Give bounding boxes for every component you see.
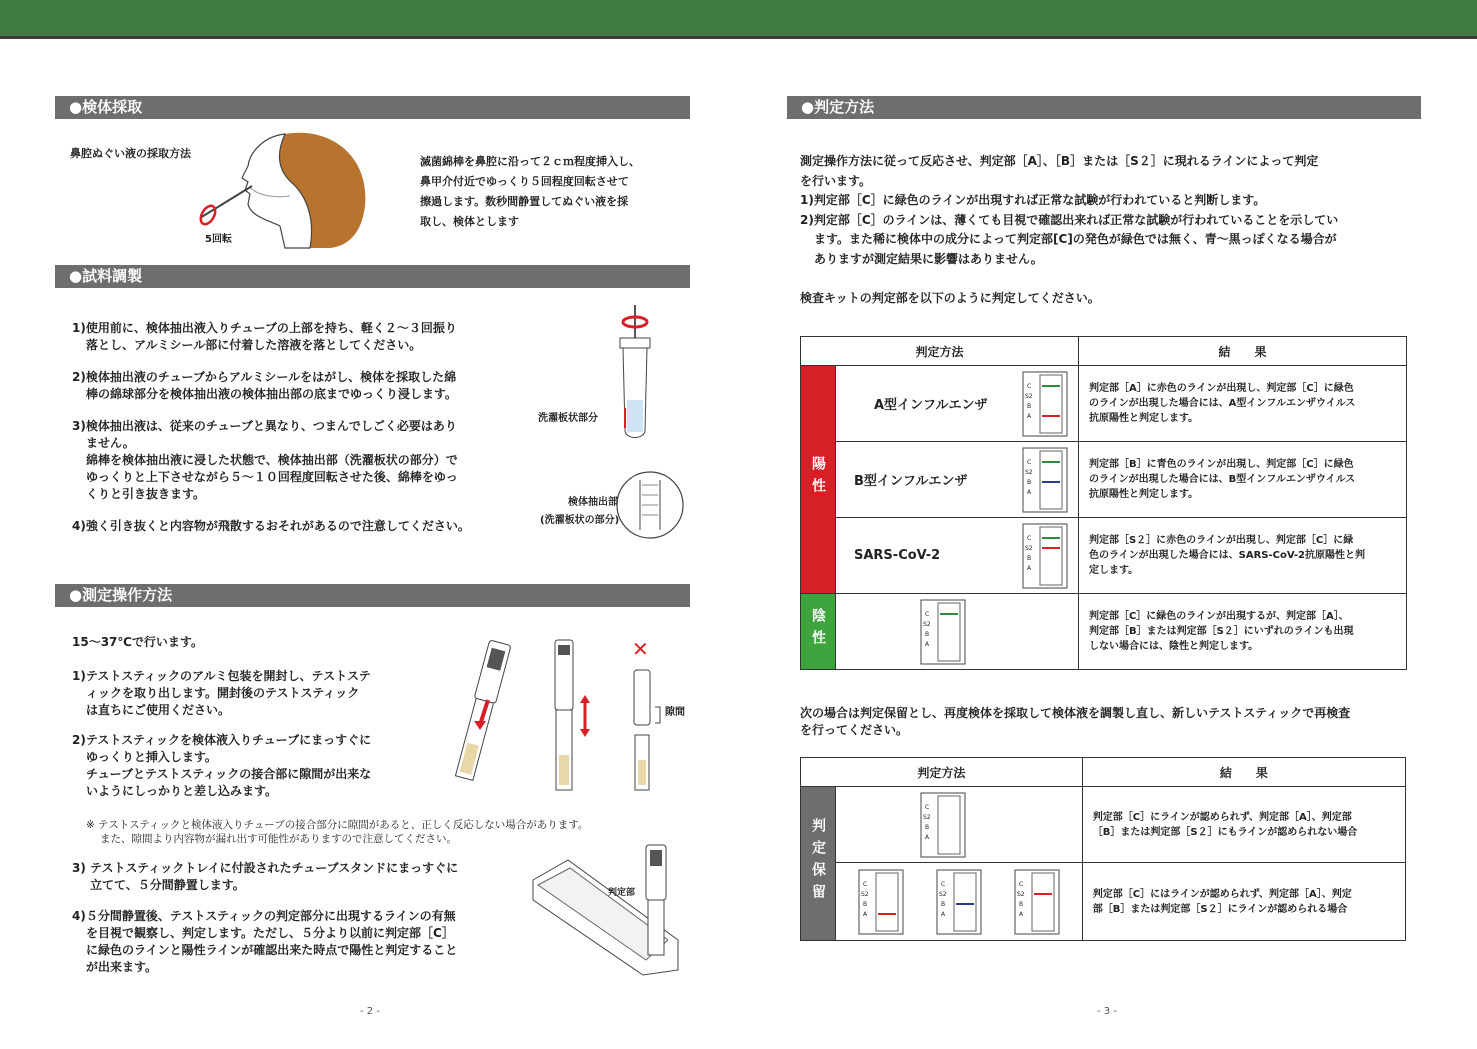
op-line: を目視で観察し、判定します。ただし、５分より以前に判定部［C］ [86, 926, 454, 940]
op-line: 2)テストスティックを検体液入りチューブにまっすぐに [72, 733, 372, 747]
swab-line: 擦過します。数秒間静置してぬぐい液を採 [420, 195, 629, 208]
intro-line: を行います。 [800, 173, 872, 188]
judgement-table [800, 336, 1407, 670]
method-label: SARS-CoV-2 [854, 548, 941, 563]
prep-line: 落とし、アルミシール部に付着した溶液を落としてください。 [86, 338, 422, 352]
result-line: 抗原陽性と判定します。 [1088, 413, 1199, 424]
method-cell [836, 442, 1079, 518]
table-row [801, 442, 1407, 518]
prep-line: 4)強く引き抜くと内容物が飛散するおそれがあるので注意してください。 [72, 519, 470, 533]
judgement-intro [800, 152, 1420, 269]
table-row [801, 787, 1406, 863]
prep-line: 3)検体抽出液は、従来のチューブと異なり、つまんでしごく必要はあり [72, 419, 457, 433]
page-number-left: - 2 - [360, 1006, 380, 1017]
method-label: B型インフルエンザ [854, 474, 968, 489]
hold-line: を行ってください。 [800, 723, 909, 737]
svg-text:A: A [1018, 910, 1023, 918]
op-line: チューブとテストスティックの接合部に隙間が出来な [86, 767, 372, 781]
method-label: A型インフルエンザ [874, 398, 988, 413]
operation-steps [72, 668, 422, 800]
extraction-label: 検体抽出部 [568, 497, 618, 508]
hold-line: 次の場合は判定保留とし、再度検体を採取して検体液を調製し直し、新しいテストスティックで再検査 [800, 706, 1351, 720]
result-cell [1078, 518, 1406, 594]
op-line: 4)５分間静置後、テストスティックの判定部分に出現するラインの有無 [72, 909, 456, 923]
svg-text:B: B [925, 823, 930, 831]
svg-text:C: C [925, 803, 930, 811]
result-line: のラインが出現した場合には、A型インフルエンザウイルス [1088, 398, 1356, 409]
op-line: に緑色のラインと陽性ラインが確認出来た時点で陽性と判定すること [86, 943, 458, 957]
hold-label: 判定保留 [810, 817, 826, 906]
negative-label: 陰性 [810, 607, 826, 652]
svg-text:A: A [925, 640, 930, 648]
op-line: 1)テストスティックのアルミ包装を開封し、テストステ [72, 669, 371, 683]
header-method: 判定方法 [801, 758, 1083, 787]
prep-line: くりと引き抜きます。 [86, 487, 206, 501]
result-line: 色のラインが出現した場合には、SARS-CoV-2抗原陽性と判 [1088, 550, 1365, 561]
svg-text:S2: S2 [923, 620, 931, 628]
prep-line: 綿棒を検体抽出液に浸した状態で、検体抽出部（洗濯板状の部分）で [86, 453, 458, 467]
header-result: 結 果 [1078, 337, 1406, 366]
svg-text:C: C [1026, 382, 1032, 390]
result-line: 部［B］または判定部［S２］にラインが認められる場合 [1092, 903, 1348, 915]
incorrect-mark: ✕ [632, 637, 649, 661]
result-cell [1082, 787, 1405, 863]
svg-text:S2: S2 [938, 890, 947, 898]
result-cell [1078, 366, 1406, 442]
svg-text:C: C [1018, 880, 1023, 888]
op-line: 3) テストスティックトレイに付設されたチューブスタンドにまっすぐに [72, 861, 459, 875]
result-line: 判定部［C］にラインが認められず、判定部［A］、判定部 [1092, 811, 1352, 823]
prep-step-2 [72, 369, 522, 403]
test-strip-icon [1022, 523, 1068, 589]
prep-step-3 [72, 418, 522, 503]
prep-line: 棒の綿球部分を検体抽出液の検体抽出部の底までゆっくり浸します。 [86, 387, 457, 401]
op-line: は直ちにご使用ください。 [86, 703, 231, 717]
result-cell [1082, 863, 1405, 941]
note-line: また、隙間より内容物が漏れ出す可能性がありますので注意してください。 [100, 833, 457, 845]
hold-label-cell [801, 787, 836, 941]
svg-text:C: C [1026, 534, 1032, 542]
op-line: ゆっくりと挿入します。 [86, 750, 217, 764]
gap-label: 隙間 [665, 707, 685, 718]
prep-line: ゆっくりと上下させながら５～１０回程度回転させた後、綿棒をゆっ [86, 470, 458, 484]
test-strip-icon [936, 869, 982, 935]
method-cell [836, 863, 1083, 941]
top-bar [0, 0, 1477, 39]
result-line: 判定部［B］または判定部［S２］にいずれのラインも出現 [1088, 626, 1354, 637]
rotation-label: 5回転 [205, 234, 232, 245]
extraction-sub-label: (洗濯板状の部分) [540, 515, 620, 526]
extraction-tube-illustration [605, 300, 690, 550]
svg-text:S2: S2 [1024, 468, 1033, 476]
section-title-sample-collection: ●検体採取 [55, 96, 690, 119]
swab-line: 鼻甲介付近でゆっくり５回程度回転させて [420, 175, 629, 188]
prep-step-1 [72, 320, 522, 354]
swab-method-label: 鼻腔ぬぐい液の採取方法 [70, 147, 191, 160]
intro-line: 測定操作方法に従って反応させ、判定部［A］、［B］または［S２］に現れるラインによって判定 [800, 154, 1319, 168]
intro-line: ありますが測定結果に影響はありません。 [814, 251, 1043, 266]
result-line: しない場合には、陰性と判定します。 [1088, 641, 1259, 652]
test-stick-insertion-illustration [430, 635, 690, 795]
svg-text:C: C [925, 610, 930, 618]
op-line: いようにしっかりと差し込みます。 [86, 784, 278, 798]
prep-step-4 [72, 518, 522, 535]
svg-text:B: B [940, 900, 945, 908]
result-line: 判定部［C］に緑色のラインが出現するが、判定部［A］、 [1088, 611, 1349, 622]
result-line: 抗原陽性と判定します。 [1088, 489, 1199, 500]
hold-instruction [800, 705, 1420, 739]
temperature-text: 15～37℃で行います。 [72, 635, 203, 649]
svg-text:B: B [862, 900, 868, 908]
section-title-sample-prep: ●試料調製 [55, 265, 690, 288]
section-title-judgement: ●判定方法 [787, 96, 1421, 119]
result-line: ［B］または判定部［S２］にもラインが認められない場合 [1092, 826, 1358, 838]
result-cell [1078, 442, 1406, 518]
test-strip-icon [1014, 869, 1060, 935]
prep-steps [72, 320, 522, 535]
table-row [801, 366, 1407, 442]
svg-text:C: C [862, 880, 868, 888]
svg-text:B: B [1026, 554, 1032, 562]
op-line: ィックを取り出します。開封後のテストスティック [86, 686, 360, 700]
method-cell [836, 787, 1083, 863]
op-step-4 [72, 908, 522, 976]
prep-line: 1)使用前に、検体抽出液入りチューブの上部を持ち、軽く２～３回振り [72, 321, 457, 335]
svg-text:B: B [925, 630, 930, 638]
svg-text:A: A [862, 910, 868, 918]
op-line: 立てて、５分間静置します。 [90, 878, 245, 892]
method-cell [836, 366, 1079, 442]
test-stick-tray-illustration [528, 840, 688, 980]
svg-text:B: B [1018, 900, 1023, 908]
prep-line: ません。 [86, 436, 135, 450]
result-cell [1078, 594, 1406, 670]
svg-text:A: A [925, 833, 930, 841]
prep-line: 2)検体抽出液のチューブからアルミシールをはがし、検体を採取した綿 [72, 370, 457, 384]
header-method: 判定方法 [801, 337, 1079, 366]
op-step-2 [72, 732, 422, 800]
washboard-label: 洗濯板状部分 [538, 413, 598, 424]
svg-text:A: A [1026, 564, 1032, 572]
svg-text:B: B [1026, 402, 1032, 410]
svg-text:S2: S2 [923, 813, 931, 821]
swab-line: 取し、検体とします [420, 215, 519, 228]
svg-text:S2: S2 [1024, 392, 1033, 400]
judge-part-label: 判定部 [608, 888, 636, 898]
kit-instruction: 検査キットの判定部を以下のように判定してください。 [800, 291, 1100, 305]
intro-line: ます。また稀に検体中の成分によって判定部[C]の発色が緑色では無く、青～黒っぽくなる場合が [814, 232, 1337, 246]
negative-label-cell [801, 594, 836, 670]
result-line: 判定部［S２］に赤色のラインが出現し、判定部［C］に緑 [1088, 535, 1354, 546]
header-result: 結 果 [1082, 758, 1405, 787]
hold-table [800, 757, 1406, 941]
result-line: のラインが出現した場合には、B型インフルエンザウイルス [1088, 474, 1356, 485]
note-line: ※ テストスティックと検体液入りチューブの接合部分に隙間があると、正しく反応しない場合があります。 [86, 819, 589, 831]
table-row [801, 863, 1406, 941]
test-strip-icon [920, 599, 966, 665]
method-cell [836, 518, 1079, 594]
swab-instructions [420, 152, 640, 232]
intro-line: 2)判定部［C］のラインは、薄くても目視で確認出来れば正常な試験が行われていることを示してい [800, 212, 1339, 227]
op-line: が出来ます。 [86, 960, 158, 974]
intro-line: 1)判定部［C］に緑色のラインが出現すれば正常な試験が行われていると判断します。 [800, 193, 1266, 207]
swab-line: 滅菌綿棒を鼻腔に沿って２ｃｍ程度挿入し、 [420, 155, 640, 168]
svg-text:C: C [1026, 458, 1032, 466]
table-row [801, 594, 1407, 670]
test-strip-icon [920, 792, 966, 858]
svg-text:B: B [1026, 478, 1032, 486]
svg-text:C: C [940, 880, 946, 888]
svg-text:A: A [1026, 488, 1032, 496]
positive-label-cell [801, 366, 836, 594]
op-step-1 [72, 668, 422, 719]
result-line: 判定部［B］に青色のラインが出現し、判定部［C］に緑色 [1088, 459, 1354, 470]
svg-text:S2: S2 [860, 890, 869, 898]
test-strip-icon [1022, 371, 1068, 437]
result-line: 判定部［A］に赤色のラインが出現し、判定部［C］に緑色 [1088, 383, 1354, 394]
table-row [801, 518, 1407, 594]
svg-text:S2: S2 [1016, 890, 1025, 898]
result-line: 判定部［C］にはラインが認められず、判定部［A］、判定 [1092, 888, 1352, 900]
svg-text:A: A [940, 910, 945, 918]
section-title-measurement: ●測定操作方法 [55, 584, 690, 607]
method-cell [836, 594, 1079, 670]
page-number-right: - 3 - [1097, 1006, 1117, 1017]
svg-text:S2: S2 [1024, 544, 1033, 552]
test-strip-icon [858, 869, 904, 935]
positive-label: 陽性 [810, 455, 826, 500]
svg-text:A: A [1026, 412, 1032, 420]
op-step-3 [72, 860, 522, 894]
test-strip-icon [1022, 447, 1068, 513]
result-line: 定します。 [1088, 565, 1139, 576]
